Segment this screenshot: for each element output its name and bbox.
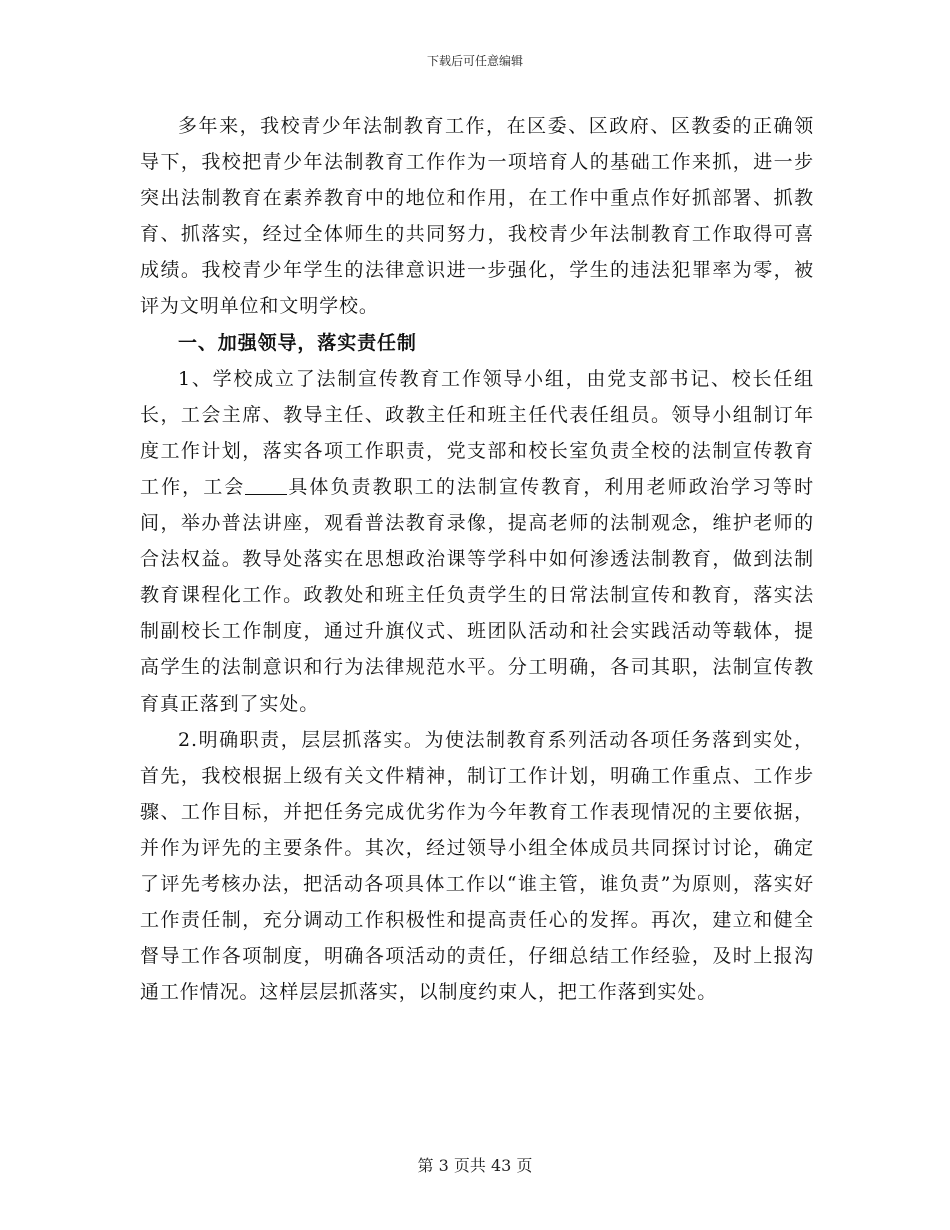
- page-number: 第 3 页共 43 页: [417, 1156, 533, 1175]
- intro-paragraph: 多年来，我校青少年法制教育工作，在区委、区政府、区教委的正确领导下，我校把青少年法制教育工作作为一项培育人的基础工作来抓，进一步突出法制教育在素养教育中的地位和作用，在工作中重点作好抓部署、抓教育、抓落实，经过全体师生的共同努力，我校青少年法制教育工作取得可喜成绩。我校青少年学生的法律意识进一步强化，学生的违法犯罪率为零，被评为文明单位和文明学校。: [140, 115, 814, 318]
- document-body: [140, 108, 814, 1010]
- fill-in-blank: [245, 475, 287, 495]
- section-heading: 一、加强领导，落实责任制: [178, 331, 417, 354]
- paragraph-1-part-b: 具体负责教职工的法制宣传教育，利用老师政治学习等时间，举办普法讲座，观看普法教育录像，提高老师的法制观念，维护老师的合法权益。教导处落实在思想政治课等学科中如何渗透法制教育，做到法制教育课程化工作。政教处和班主任负责学生的日常法制宣传和教育，落实法制副校长工作制度，通过升旗仪式、班团队活动和社会实践活动等载体，提高学生的法制意识和行为法律规范水平。分工明确，各司其职，法制宣传教育真正落到了实处。: [140, 475, 814, 715]
- paragraph-1-part-a: 1、学校成立了法制宣传教育工作领导小组，由党支部书记、校长任组长，工会主席、教导主任、政教主任和班主任代表任组员。领导小组制订年度工作计划，落实各项工作职责，党支部和校长室负责全校的法制宣传教育工作，工会: [140, 367, 814, 498]
- page-header-note: 下载后可任意编辑: [426, 54, 523, 68]
- paragraph-1: [140, 361, 814, 722]
- paragraph-2: 2.明确职责，层层抓落实。为使法制教育系列活动各项任务落到实处，首先，我校根据上级有关文件精神，制订工作计划，明确工作重点、工作步骤、工作目标，并把任务完成优劣作为今年教育工作表现情况的主要依据，并作为评先的主要条件。其次，经过领导小组全体成员共同探讨讨论，确定了评先考核办法，把活动各项具体工作以“谁主管，谁负责”为原则，落实好工作责任制，充分调动工作积极性和提高责任心的发挥。再次，建立和健全督导工作各项制度，明确各项活动的责任，仔细总结工作经验，及时上报沟通工作情况。这样层层抓落实，以制度约束人，把工作落到实处。: [140, 728, 814, 1004]
